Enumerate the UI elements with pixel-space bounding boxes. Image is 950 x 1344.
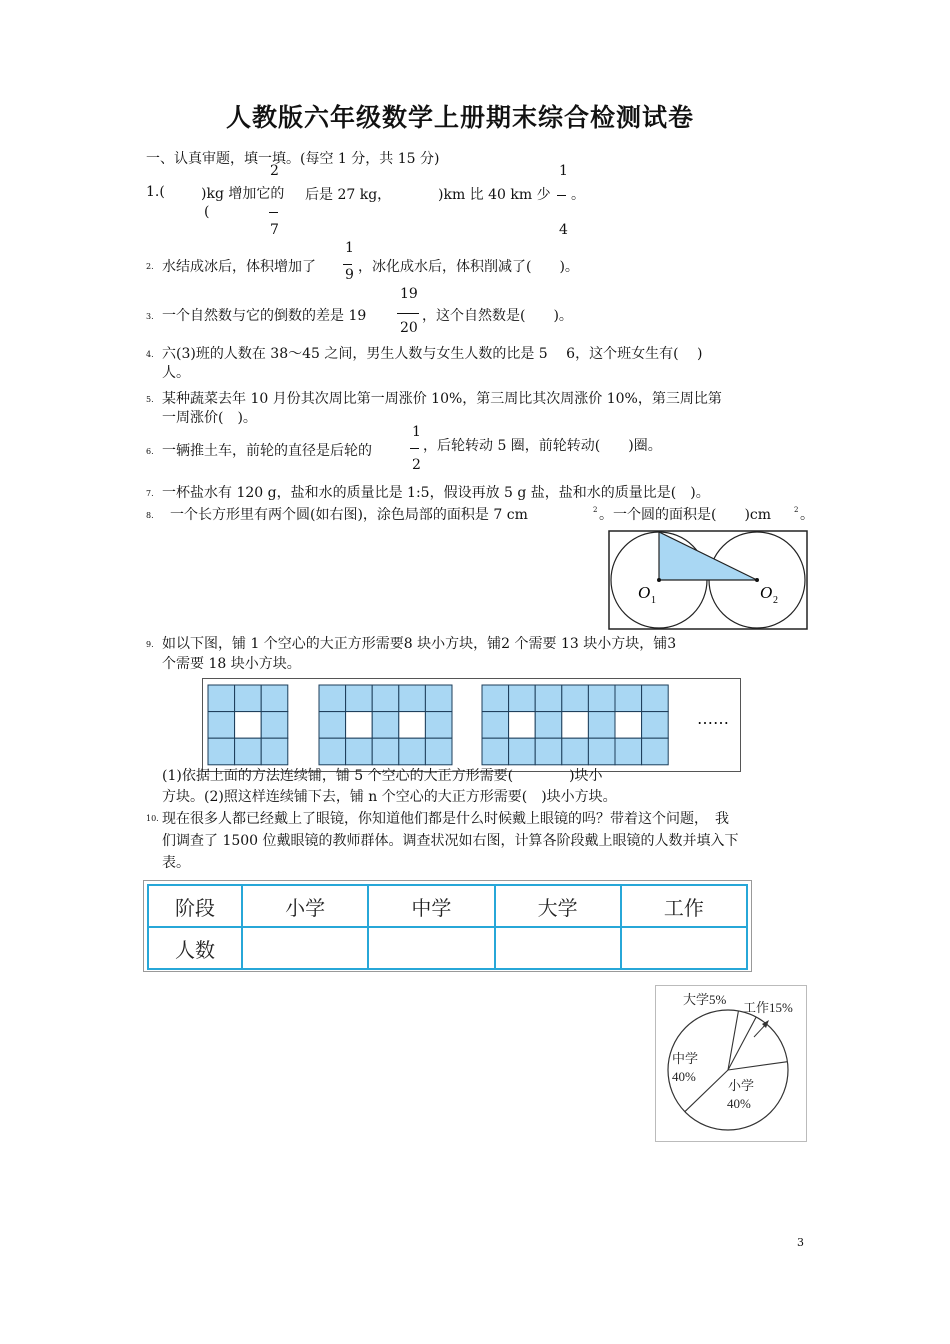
q1-paren: ( [204, 204, 210, 220]
q4-line-2: 人。 [162, 365, 190, 381]
label-o2: O [760, 583, 773, 602]
table-frame [143, 880, 752, 972]
q9-line-2: 个需要 18 块小方块。 [162, 656, 301, 672]
page-number: 3 [797, 1236, 804, 1249]
q8-text-b: 。一个圆的面积是( )cm [599, 507, 772, 523]
tile-square [319, 685, 346, 712]
q1-frac2-num: 1 [559, 163, 568, 179]
page-title: 人教版六年级数学上册期末综合检测试卷 [226, 103, 695, 132]
tile-hollow [235, 712, 262, 739]
q8-text-c: 。 [800, 507, 814, 523]
pie-label-university: 大学5% [683, 992, 727, 1007]
tile-square [346, 738, 373, 765]
q4-number: 4. [146, 350, 154, 359]
table-row [148, 927, 747, 969]
tile-ellipsis: …… [697, 709, 729, 728]
tile-square [535, 685, 562, 712]
age-stage-table [147, 884, 748, 970]
q10-line-3: 表。 [162, 855, 190, 871]
label-o1-sub: 1 [651, 595, 656, 606]
tile-square [615, 738, 642, 765]
tile-square [588, 738, 615, 765]
tile-pattern-figure [202, 678, 742, 772]
center-o2-dot [755, 578, 759, 582]
pie-label-primary-school: 小学 [728, 1078, 755, 1093]
tile-square [208, 685, 235, 712]
table-row-label: 人数 [148, 927, 242, 969]
tile-square [535, 738, 562, 765]
q10-line-1: 现在很多人都已经戴上了眼镜，你知道他们都是什么时候戴上眼镜的吗？带着这个问题， 我 [162, 811, 729, 827]
tile-square [425, 685, 452, 712]
tile-square [372, 738, 399, 765]
q3-frac-bar [397, 313, 419, 314]
tile-hollow [346, 712, 373, 739]
q2-number: 2. [146, 262, 154, 271]
q1-part-b: )kg 增加它的 [201, 186, 285, 202]
tile-square [642, 712, 669, 739]
q8-sup-2: 2 [794, 506, 799, 514]
tile-square [588, 685, 615, 712]
table-cell-blank[interactable] [495, 927, 621, 969]
tile-square [399, 685, 426, 712]
q9-line-4: 方块。(2)照这样连续铺下去，铺 n 个空心的大正方形需要( )块小方块。 [162, 789, 617, 805]
tile-square [208, 738, 235, 765]
tile-square [562, 738, 589, 765]
q3-frac-num: 19 [400, 286, 418, 302]
tile-square [482, 712, 509, 739]
q5-number: 5. [146, 395, 154, 404]
q1-frac2-den: 4 [559, 222, 568, 238]
q10-line-2: 们调查了 1500 位戴眼镜的教师群体。调查状况如右图，计算各阶段戴上眼镜的人数并填入下 [162, 833, 739, 849]
pie-label-work: 工作15% [743, 1000, 793, 1015]
q6-frac-num: 1 [412, 424, 421, 440]
pie-value-middle-school: 40% [672, 1069, 696, 1084]
table-cell-blank[interactable] [368, 927, 494, 969]
q1-frac1-num: 2 [270, 163, 279, 179]
q7-text: 一杯盐水有 120 g，盐和水的质量比是 1:5，假设再放 5 g 盐，盐和水的质量比是( )。 [162, 485, 710, 501]
tile-hollow [562, 712, 589, 739]
tile-square [261, 712, 288, 739]
q6-text-b: ，后轮转动 5 圈，前轮转动( )圈。 [423, 438, 662, 454]
pie-chart [655, 985, 807, 1142]
q9-line-3: (1)依据上面的方法连续铺，铺 5 个空心的大正方形需要( )块小 [162, 768, 603, 784]
pie-value-primary-school: 40% [727, 1096, 751, 1111]
label-o1: O [638, 583, 651, 602]
q6-number: 6. [146, 447, 154, 456]
center-o1-dot [657, 578, 661, 582]
q4-line-1: 六(3)班的人数在 38～45 之间，男生人数与女生人数的比是 5 6，这个班女生有( ) [162, 346, 703, 362]
q3-text-a: 一个自然数与它的倒数的差是 19 [162, 308, 367, 324]
table-header-row [148, 885, 747, 927]
two-circles-figure [608, 530, 808, 632]
table-header-cell: 中学 [368, 885, 494, 927]
table-cell-blank[interactable] [621, 927, 747, 969]
tile-square [346, 685, 373, 712]
q3-text-b: ，这个自然数是( )。 [422, 308, 573, 324]
label-o2-sub: 2 [773, 595, 778, 606]
q1-part-c: 后是 27 kg， [305, 187, 392, 203]
q5-line-2: 一周涨价( )。 [162, 410, 257, 426]
tile-square [372, 712, 399, 739]
q7-number: 7. [146, 489, 154, 498]
tile-square [372, 685, 399, 712]
tile-square [535, 712, 562, 739]
q8-sup-1: 2 [593, 506, 598, 514]
q1-part-d: )km 比 40 km 少 [438, 187, 551, 203]
q6-frac-den: 2 [412, 457, 421, 473]
tile-square [642, 685, 669, 712]
q2-frac-den: 9 [345, 267, 354, 283]
q3-number: 3. [146, 312, 154, 321]
tile-square [615, 685, 642, 712]
tile-square [235, 685, 262, 712]
q1-part-e: 。 [571, 187, 585, 203]
q3-frac-den: 20 [400, 320, 418, 336]
q1-frac2-bar [557, 195, 566, 196]
tile-square [509, 738, 536, 765]
q2-text-a: 水结成冰后，体积增加了 [162, 259, 316, 275]
tile-square [562, 685, 589, 712]
table-header-cell: 工作 [621, 885, 747, 927]
q8-text-a: 一个长方形里有两个圆(如右图)，涂色局部的面积是 7 cm [170, 507, 528, 523]
q9-number: 9. [146, 640, 154, 649]
q9-line-1: 如以下图，铺 1 个空心的大正方形需要8 块小方块，铺2 个需要 13 块小方块，铺3 [162, 636, 677, 652]
tile-square [208, 712, 235, 739]
q2-frac-num: 1 [345, 240, 354, 256]
table-header-cell: 小学 [242, 885, 368, 927]
tile-square [425, 738, 452, 765]
q1-frac1-bar [269, 212, 278, 213]
tile-square [399, 738, 426, 765]
q1-frac1-den: 7 [270, 222, 279, 238]
tile-hollow [509, 712, 536, 739]
q5-line-1: 某种蔬菜去年 10 月份其次周比第一周涨价 10%，第三周比其次周涨价 10%，第三周比第 [162, 391, 722, 407]
tile-hollow [399, 712, 426, 739]
tile-square [482, 738, 509, 765]
q1-part-a: 1.( [146, 184, 165, 200]
tile-square [261, 685, 288, 712]
table-cell-blank[interactable] [242, 927, 368, 969]
q2-text-b: ，冰化成水后，体积削减了( )。 [358, 259, 579, 275]
tile-square [425, 712, 452, 739]
tile-hollow [615, 712, 642, 739]
tile-square [588, 712, 615, 739]
pie-label-middle-school: 中学 [672, 1051, 699, 1066]
section-heading: 一、认真审题，填一填。(每空 1 分，共 15 分) [146, 151, 440, 167]
q6-frac-bar [410, 448, 419, 449]
q8-number: 8. [146, 511, 154, 520]
tile-square [235, 738, 262, 765]
tile-square [319, 712, 346, 739]
tile-square [642, 738, 669, 765]
tile-square [509, 685, 536, 712]
tile-square [319, 738, 346, 765]
tile-square [261, 738, 288, 765]
table-header-cell: 阶段 [148, 885, 242, 927]
table-header-cell: 大学 [495, 885, 621, 927]
tile-square [482, 685, 509, 712]
tile-groups [208, 685, 668, 765]
q10-number: 10. [146, 814, 159, 823]
q2-frac-bar [343, 264, 352, 265]
q6-text-a: 一辆推土车，前轮的直径是后轮的 [162, 443, 372, 459]
